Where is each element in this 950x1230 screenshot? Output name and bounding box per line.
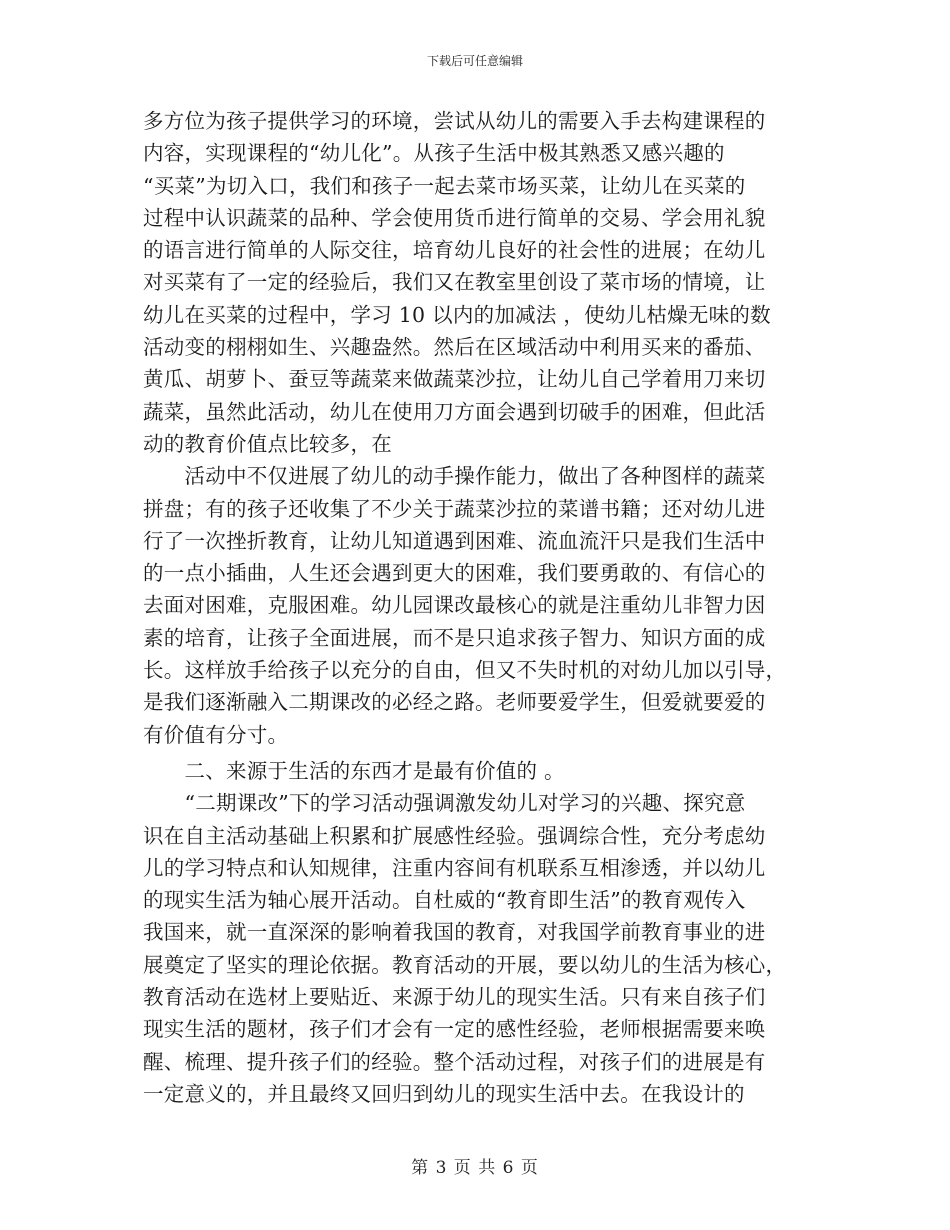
text-line: 一定意义的，并且最终又回归到幼儿的现实生活中去。在我设计的 (143, 1081, 745, 1106)
page-header: 下载后可任意编辑 (426, 54, 523, 68)
text-line: 内容，实现课程的“幼儿化”。从孩子生活中极其熟悉又感兴趣的 (143, 141, 725, 166)
text-line: “二期课改”下的学习活动强调激发幼儿对学习的兴趣、探究意 (143, 791, 746, 816)
text-line: 去面对困难，克服困难。幼儿园课改最核心的就是注重幼儿非智力因 (143, 593, 766, 618)
text-line: 儿的学习特点和认知规律，注重内容间有机联系互相渗透，并以幼儿 (143, 855, 766, 880)
text-line: 识在自主活动基础上积累和扩展感性经验。强调综合性，充分考虑幼 (143, 823, 766, 848)
text-line: 幼儿在买菜的过程中，学习 10 以内的加减法 ，使幼儿枯燥无味的数 (143, 302, 771, 327)
text-line: 现实生活的题材，孩子们才会有一定的感性经验，老师根据需要来唤 (143, 1017, 766, 1042)
text-line: 多方位为孩子提供学习的环境，尝试从幼儿的需要入手去构建课程的 (143, 109, 766, 133)
text-line: 醒、梳理、提升孩子们的经验。整个活动过程，对孩子们的进展是有 (143, 1049, 766, 1074)
text-line: 展奠定了坚实的理论依据。教育活动的开展，要以幼儿的生活为核心， (143, 952, 787, 977)
text-line: 蔬菜，虽然此活动，幼儿在使用刀方面会遇到切破手的困难，但此活 (143, 399, 766, 424)
body-text (143, 105, 815, 1110)
text-line: “买菜”为切入口，我们和孩子一起去菜市场买菜，让幼儿在买菜的 (143, 173, 746, 198)
text-line: 活动变的栩栩如生、兴趣盎然。然后在区域活动中利用买来的番茄、 (143, 335, 766, 360)
text-line: 的现实生活为轴心展开活动。自杜威的“教育即生活”的教育观传入 (143, 888, 746, 913)
text-line: 有价值有分寸。 (143, 722, 289, 747)
section-heading: 二、来源于生活的东西才是最有价值的 。 (143, 758, 565, 783)
text-line: 的语言进行简单的人际交往，培育幼儿良好的社会性的进展；在幼儿 (143, 238, 766, 263)
text-line: 我国来，就一直深深的影响着我国的教育，对我国学前教育事业的进 (143, 920, 766, 945)
page-number: 第 3 页 共 6 页 (411, 1158, 539, 1178)
text-line: 活动中不仅进展了幼儿的动手操作能力，做出了各种图样的蔬菜 (143, 464, 766, 489)
text-line: 黄瓜、胡萝卜、蚕豆等蔬菜来做蔬菜沙拉，让幼儿自己学着用刀来切 (143, 367, 766, 392)
text-line: 素的培育，让孩子全面进展，而不是只追求孩子智力、知识方面的成 (143, 625, 766, 650)
text-line: 拼盘；有的孩子还收集了不少关于蔬菜沙拉的菜谱书籍；还对幼儿进 (143, 496, 766, 521)
text-line: 动的教育价值点比较多，在 (143, 431, 392, 456)
text-line: 过程中认识蔬菜的品种、学会使用货币进行简单的交易、学会用礼貌 (143, 205, 766, 230)
text-line: 的一点小插曲，人生还会遇到更大的困难，我们要勇敢的、有信心的 (143, 561, 766, 586)
text-line: 长。这样放手给孩子以充分的自由，但又不失时机的对幼儿加以引导， (143, 658, 787, 683)
text-line: 行了一次挫折教育，让幼儿知道遇到困难、流血流汗只是我们生活中 (143, 528, 766, 553)
text-line: 是我们逐渐融入二期课改的必经之路。老师要爱学生，但爱就要爱的 (143, 690, 766, 715)
text-line: 对买菜有了一定的经验后，我们又在教室里创设了菜市场的情境，让 (143, 270, 766, 295)
text-line: 教育活动在选材上要贴近、来源于幼儿的现实生活。只有来自孩子们 (143, 985, 766, 1010)
